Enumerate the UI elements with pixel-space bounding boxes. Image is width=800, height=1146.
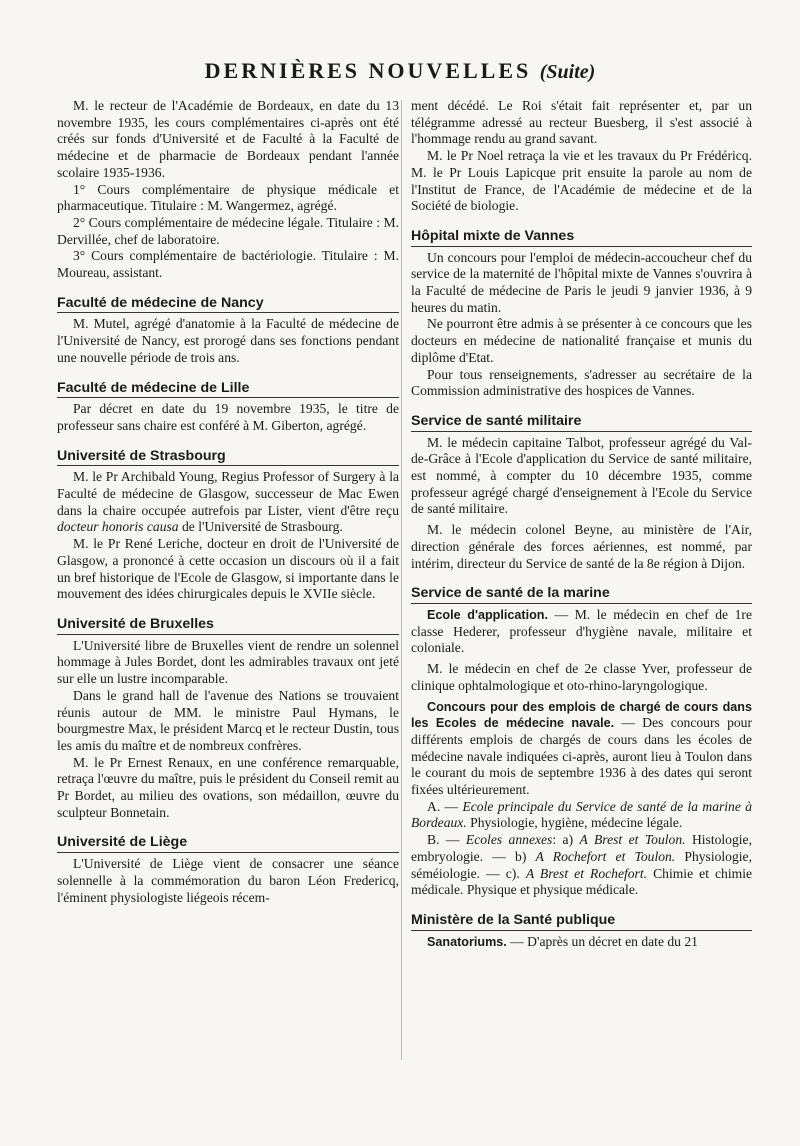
text-run: Physiologie, hygiène, médecine légale. xyxy=(470,815,683,831)
page-title-text: DERNIÈRES NOUVELLES xyxy=(204,58,532,83)
paragraph: Par décret en date du 19 novembre 1935, le titre de professeur sans chaire est conféré à M. Giberton, agrégé. xyxy=(57,401,399,433)
emphasis-text: docteur honoris causa xyxy=(57,519,179,535)
paragraph: Un concours pour l'emploi de médecin-accoucheur chef du service de la maternité de l'hôpital mixte de Vannes s'ouvrira à la Faculté de médecine de Paris le jeudi 9 janvier 1936, à 9 heures du matin. xyxy=(411,249,752,315)
paragraph: Ne pourront être admis à se présenter à ce concours que les docteurs en médecine de nationalité française et munis du diplôme d'Etat. xyxy=(411,316,752,365)
paragraph: 2° Cours complémentaire de médecine légale. Titulaire : M. Dervillée, chef de laboratoire. xyxy=(57,214,399,247)
paragraph: M. Mutel, agrégé d'anatomie à la Faculté de médecine de l'Université de Nancy, est prorogé dans ses fonctions pendant une nouvelle période de trois ans. xyxy=(57,316,399,365)
page-title-suite: (Suite) xyxy=(539,61,596,83)
text-run: M. le Pr Archibald Young, Regius Professor of Surgery à la Faculté de médecine de Glasgow, successeur de Mac Ewen dans la chaire occupée autrefois par Lister, vient d'être reçu xyxy=(57,469,399,518)
paragraph: M. le Pr Ernest Renaux, en une conférence remarquable, retraça l'œuvre du maître, puis le président du Conseil remit au Pr Bordet, au milieu des ovations, son médaillon, œuvre du sculpteur Bonnetain. xyxy=(57,754,399,820)
paragraph: L'Université de Liège vient de consacrer une séance solennelle à la commémoration du baron Léon Fredericq, l'éminent physiologiste liégeois récem- xyxy=(57,856,399,905)
emphasis-text: Ecoles annexes xyxy=(465,832,553,848)
section-heading-liege: Université de Liège xyxy=(57,834,399,853)
paragraph: M. le Pr Noel retraça la vie et les travaux du Pr Frédéricq. M. le Pr Louis Lapicque prit ensuite la parole au nom de l'Institut de France, de l'Académie de médecine et de la Société de biologie. xyxy=(411,148,752,214)
paragraph: M. le médecin colonel Beyne, au ministère de l'Air, direction générale des forces aériennes, est nommé, par intérim, directeur du Service de santé de la 8e région à Dijon. xyxy=(411,522,752,571)
text-run: Physiologie, séméiologie. — c). xyxy=(411,848,752,881)
text-run: — Des concours pour différents emplois de chargés de cours dans les écoles de médecine navale indiquées ci-après, auront lieu à Toulon dans le courant du mois de septembre 1936 à des dates qui seront fixées ultérieurement. xyxy=(411,715,752,798)
section-heading-militaire: Service de santé militaire xyxy=(411,413,752,432)
right-column xyxy=(411,98,752,950)
paragraph: L'Université libre de Bruxelles vient de rendre un solennel hommage à Jules Bordet, dont les admirables travaux ont jeté sur elle un lustre incomparable. xyxy=(57,637,399,687)
paragraph xyxy=(411,934,752,951)
emphasis-text: A Rochefort et Toulon. xyxy=(535,848,676,864)
text-run: Chimie et chimie médicale. Physique et physique médicale. xyxy=(411,865,753,898)
column-divider xyxy=(401,100,402,1060)
section-heading-nancy: Faculté de médecine de Nancy xyxy=(57,295,399,314)
lead-text: Ecole d'application. xyxy=(427,607,548,622)
paragraph: M. le médecin capitaine Talbot, professeur agrégé du Val-de-Grâce à l'Ecole d'application du Service de santé militaire, est nommé, à compter du 10 décembre 1935, comme professeur agrégé chargé d'enseignement à l'Ecole du Service de santé militaire. xyxy=(411,434,752,517)
paragraph: 1° Cours complémentaire de physique médicale et pharmaceutique. Titulaire : M. Wangermez, agrégé. xyxy=(57,181,399,214)
text-run: — D'après un décret en date du 21 xyxy=(506,933,698,949)
text-run: — M. le médecin en chef de 1re classe Hederer, professeur d'hygiène navale, militaire et coloniale. xyxy=(411,606,752,656)
text-run: B. — xyxy=(427,832,460,848)
emphasis-text: A Brest et Rochefort. xyxy=(525,865,648,881)
section-heading-strasbourg: Université de Strasbourg xyxy=(57,448,399,467)
section-heading-lille: Faculté de médecine de Lille xyxy=(57,380,399,399)
paragraph: ment décédé. Le Roi s'était fait représenter et, par un télégramme adressé au recteur Buesberg, il s'est associé à l'hommage rendu au grand savant. xyxy=(411,98,752,147)
lead-text: Concours pour des emplois de chargé de cours dans les Ecoles de médecine navale. xyxy=(411,699,752,731)
section-heading-bruxelles: Université de Bruxelles xyxy=(57,616,399,635)
paragraph: M. le médecin en chef de 2e classe Yver, professeur de clinique ophtalmologique et oto-rhino-laryngologique. xyxy=(411,661,752,693)
emphasis-text: A Brest et Toulon. xyxy=(579,832,686,848)
paragraph: M. le Pr René Leriche, docteur en droit de l'Université de Glasgow, a prononcé à cette occasion un discours où il a fait un bref historique de l'Ecole de Glasgow, si importante dans le mouvement des idées chirurgicales depuis le XVIIe siècle. xyxy=(57,536,399,602)
paragraph xyxy=(411,799,752,832)
paragraph xyxy=(411,832,752,899)
paragraph xyxy=(411,699,752,799)
emphasis-text: Ecole principale du Service de santé de la marine à Bordeaux. xyxy=(411,798,752,831)
section-heading-marine: Service de santé de la marine xyxy=(411,585,752,604)
paragraph: 3° Cours complémentaire de bactériologie. Titulaire : M. Moureau, assistant. xyxy=(57,248,399,281)
page-title xyxy=(0,58,800,84)
lead-text: Sanatoriums. xyxy=(427,934,507,949)
paragraph: Dans le grand hall de l'avenue des Nations se trouvaient réunis autour de MM. le ministre Paul Hymans, le bourgmestre Max, le président Marcq et le recteur Dustin, tous les amis du maître et de nombreux confrères. xyxy=(57,687,399,753)
text-run: de l'Université de Strasbourg. xyxy=(182,519,343,535)
paragraph xyxy=(411,607,752,657)
text-run: Histologie, embryologie. — b) xyxy=(411,832,752,864)
text-run: : a) xyxy=(552,832,574,848)
paragraph: M. le recteur de l'Académie de Bordeaux, en date du 13 novembre 1935, les cours complémentaires ci-après ont été créés sur fonds d'Université et de Faculté à la Faculté de médecine et de pharmacie de Bordeaux pendant l'année scolaire 1935-1936. xyxy=(57,98,399,180)
text-run: A. — xyxy=(427,798,459,814)
left-column xyxy=(57,98,399,906)
paragraph: Pour tous renseignements, s'adresser au secrétaire de la Commission administrative des hospices de Vannes. xyxy=(411,366,752,399)
section-heading-sante-publique: Ministère de la Santé publique xyxy=(411,912,752,931)
paragraph xyxy=(57,469,399,536)
section-heading-vannes: Hôpital mixte de Vannes xyxy=(411,228,752,247)
